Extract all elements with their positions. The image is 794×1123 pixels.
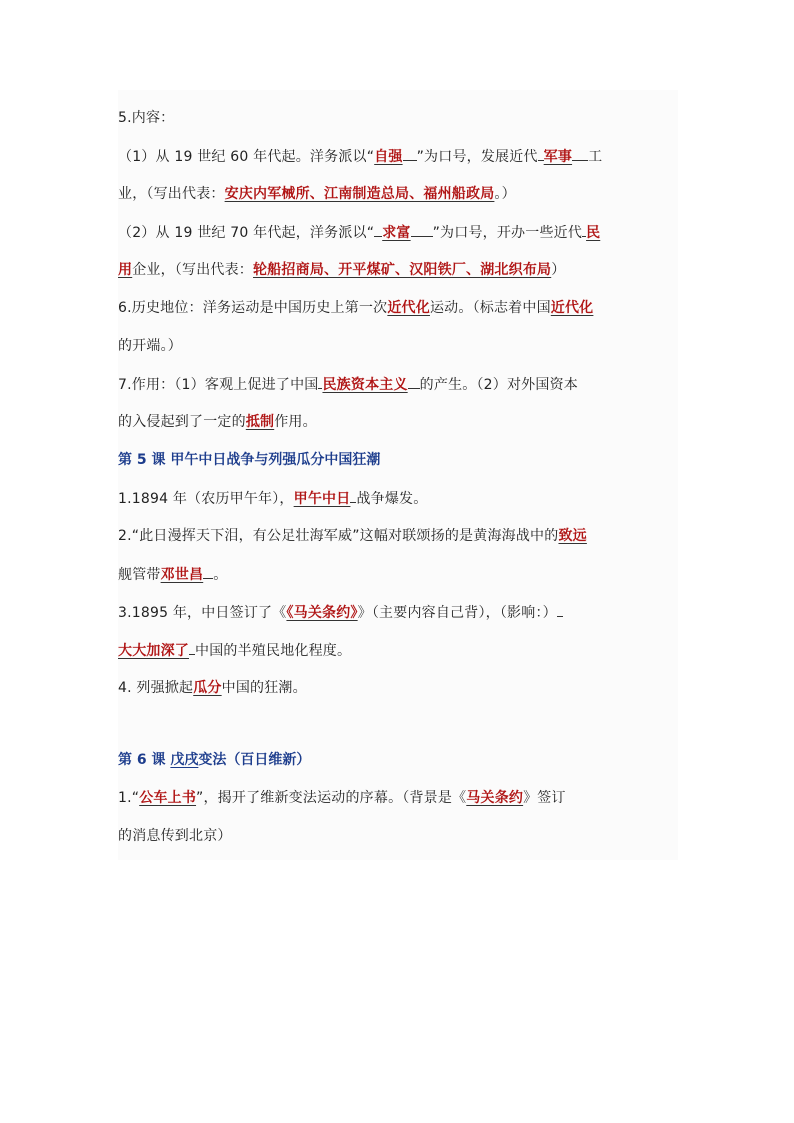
text: （1）从 19 世纪 60 年代起。洋务派以“ bbox=[118, 149, 375, 165]
lesson5-heading: 第 5 课 甲午中日战争与列强瓜分中国狂潮 bbox=[118, 452, 381, 468]
answer-qiufu: 求富 bbox=[382, 225, 411, 241]
answer-yong: 用 bbox=[118, 262, 133, 278]
l5-item-4 bbox=[118, 678, 678, 698]
l5-item-3-cont bbox=[118, 640, 678, 660]
heading-suffix: 变法（百日维新） bbox=[198, 752, 311, 768]
text: 1.“ bbox=[118, 790, 140, 806]
l5-item-2-cont bbox=[118, 564, 678, 584]
text: 作用。 bbox=[274, 414, 317, 430]
s5-title bbox=[118, 108, 678, 128]
answer-representatives-1: 安庆内军械所、江南制造总局、福州船政局 bbox=[224, 186, 495, 202]
text: 运动。（标志着中国 bbox=[429, 300, 551, 316]
answer-national-capitalism: 民族资本主义 bbox=[322, 377, 408, 393]
l5-item-1 bbox=[118, 488, 678, 508]
text: 的产生。（2）对外国资本 bbox=[419, 377, 578, 393]
answer-jiawu: 甲午中日 bbox=[293, 491, 351, 507]
text: 》（主要内容自己背），（影响：） bbox=[357, 605, 557, 621]
heading-wuxu: 戊戌 bbox=[170, 752, 199, 768]
blank bbox=[411, 222, 433, 237]
answer-modernization-2: 近代化 bbox=[550, 300, 594, 316]
answer-deepened: 大大加深了 bbox=[118, 643, 189, 659]
text: 7.作用：（1）客观上促进了中国 bbox=[118, 377, 319, 393]
s6-line-1 bbox=[118, 298, 678, 318]
s6-line-2 bbox=[118, 336, 678, 356]
blank bbox=[203, 564, 213, 579]
l6-item-1-cont bbox=[118, 826, 678, 846]
answer-treaty-shimonoseki: 《马关条约》 bbox=[286, 605, 358, 621]
text: 中国的狂潮。 bbox=[221, 680, 307, 696]
heading-prefix: 第 6 课 bbox=[118, 752, 171, 768]
answer-representatives-2: 轮船招商局、开平煤矿、汉阳铁厂、湖北织布局 bbox=[253, 262, 552, 278]
s5-title-text: 5.内容： bbox=[118, 110, 175, 126]
text: 2.“此日漫挥天下泪，有公足壮海军威”这幅对联颂扬的是黄海海战中的 bbox=[118, 528, 559, 544]
text: 舰管带 bbox=[118, 567, 161, 583]
s5-line-1 bbox=[118, 146, 678, 166]
document-body bbox=[118, 90, 678, 860]
text: 》签订 bbox=[523, 790, 566, 806]
blank bbox=[572, 146, 588, 161]
lesson6-heading bbox=[118, 750, 678, 770]
text: 工 bbox=[588, 149, 603, 165]
text: 企业，（写出代表： bbox=[132, 262, 254, 278]
text: 。 bbox=[213, 567, 228, 583]
l6-item-1 bbox=[118, 788, 678, 808]
text: 战争爆发。 bbox=[356, 491, 428, 507]
s7-line-1 bbox=[118, 374, 678, 394]
answer-modernization-1: 近代化 bbox=[387, 300, 430, 316]
blank bbox=[408, 374, 420, 389]
answer-maguan: 马关条约 bbox=[466, 790, 524, 806]
text: ”，揭开了维新变法运动的序幕。（背景是《 bbox=[196, 790, 467, 806]
answer-zhiyuan: 致远 bbox=[558, 528, 587, 544]
text: 6.历史地位：洋务运动是中国历史上第一次 bbox=[118, 300, 388, 316]
blank bbox=[403, 146, 417, 161]
text: 的开端。） bbox=[118, 338, 182, 354]
answer-resist: 抵制 bbox=[245, 414, 275, 430]
s7-line-2 bbox=[118, 412, 678, 432]
answer-guafen: 瓜分 bbox=[193, 680, 222, 696]
text: 的入侵起到了一定的 bbox=[118, 414, 246, 430]
text: 的消息传到北京） bbox=[118, 828, 232, 844]
spacer bbox=[118, 716, 678, 750]
blank bbox=[557, 602, 563, 617]
blank bbox=[374, 222, 382, 237]
l5-item-3 bbox=[118, 602, 678, 622]
text: 4. 列强掀起 bbox=[118, 680, 194, 696]
answer-junshi: 军事 bbox=[543, 149, 573, 165]
s5-line-4 bbox=[118, 260, 678, 280]
text: 。） bbox=[494, 186, 516, 202]
answer-ziqiang: 自强 bbox=[374, 149, 403, 165]
text: ”为口号，发展近代 bbox=[416, 149, 538, 165]
answer-min: 民 bbox=[586, 225, 601, 241]
text: ） bbox=[551, 262, 566, 278]
answer-gongche-shangshu: 公车上书 bbox=[139, 790, 197, 806]
s5-line-3 bbox=[118, 222, 678, 242]
text: （2）从 19 世纪 70 年代起，洋务派以“ bbox=[118, 225, 375, 241]
s5-line-2 bbox=[118, 184, 678, 204]
l5-item-2 bbox=[118, 526, 678, 546]
text: 业，（写出代表： bbox=[118, 186, 225, 202]
text: 3.1895 年，中日签订了《 bbox=[118, 605, 287, 621]
answer-deng-shichang: 邓世昌 bbox=[160, 567, 204, 583]
text: 1.1894 年（农历甲午年）， bbox=[118, 491, 294, 507]
text: 中国的半殖民地化程度。 bbox=[195, 643, 352, 659]
text: ”为口号，开办一些近代 bbox=[432, 225, 583, 241]
